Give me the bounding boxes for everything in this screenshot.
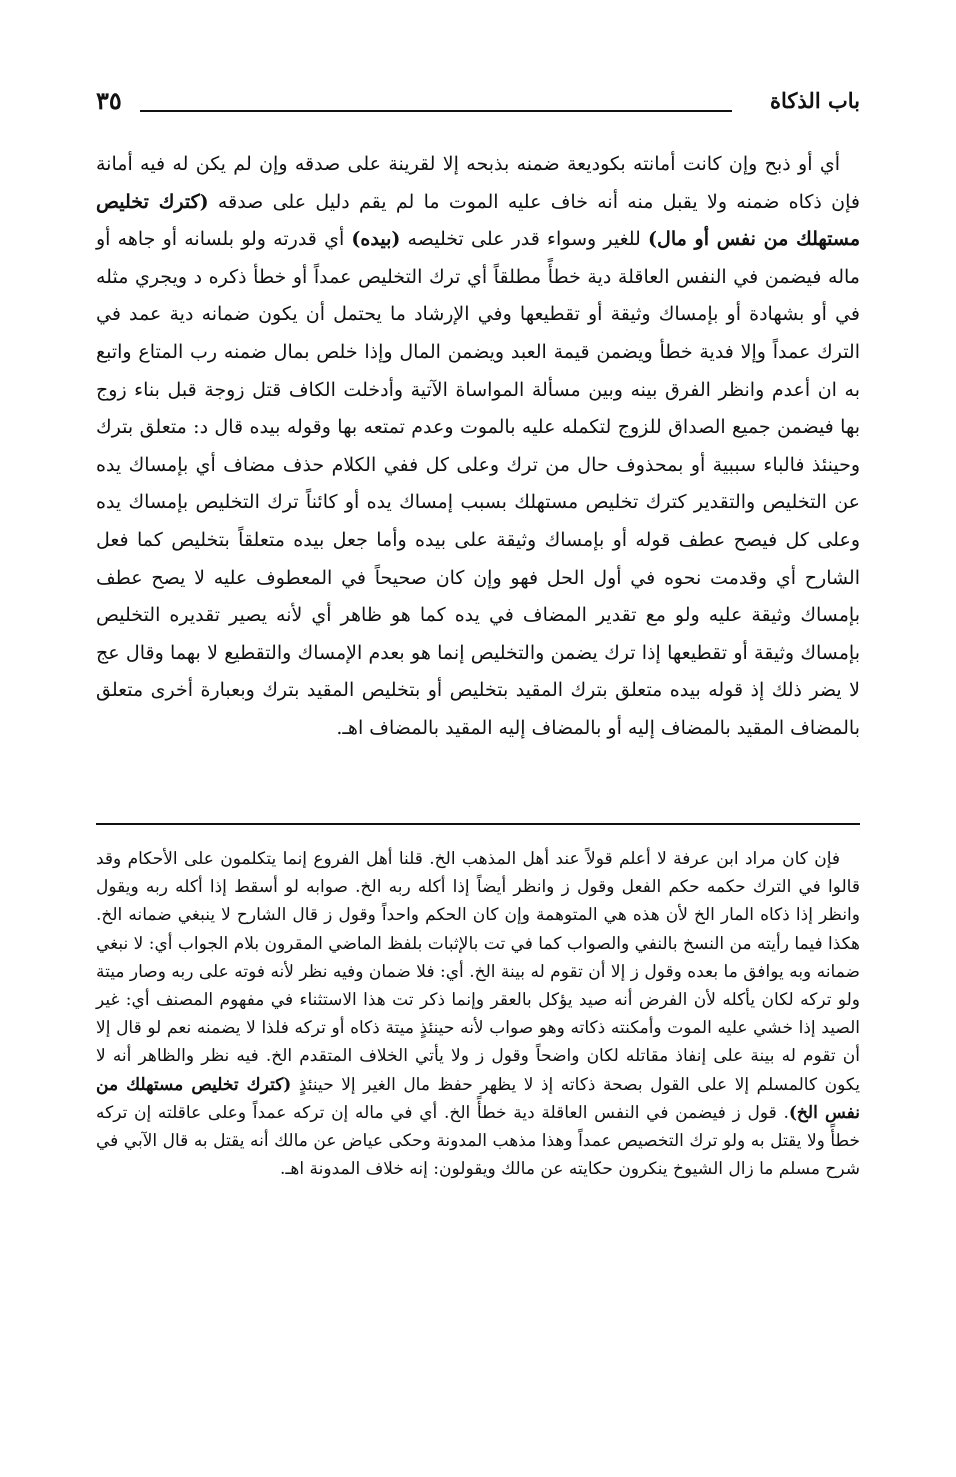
- bold-matn-phrase: (كترك تخليص مستهلك من نفس الخ): [96, 1074, 861, 1123]
- footnote-segment: فإن كان مراد ابن عرفة لا أعلم قولاً عند أهل المذهب الخ. قلنا أهل الفروع إنما يتكلمون على الأحكام وقد قالوا في الترك حكمه حكم الفعل وقول ز وانظر أيضاً إذا أكله ربه الخ. صوابه لو أسقط إذا أكله ربه ويقول وانظر إذا ذكاه المار الخ لأن هذه هي المتوهمة وإن كان الحكم واحداً وقول ز قال الشارح لا ينبغي ضمانه الخ. هكذا فيما رأيته من النسخ بالنفي والصواب كما في تت بالإثبات بلفظ الماضي المقرون بلام الجواب أي: لا نبغي ضمانه وبه يوافق ما بعده وقول ز إلا أن تقوم له بينة الخ. أي: فلا ضمان وفيه نظر لأنه فوته على ربه وصار ميتة ولو تركه لكان يأكله لأن الفرض أنه صيد يؤكل بالعقر وإنما ذكر تت هذا الاستثناء في مفهوم المصنف أي: غير الصيد إذا خشي عليه الموت وأمكنته ذكاته وهو صواب لأنه حينئذٍ ميتة ذكاه أو تركه فلذا لا يضمنه نعم لو قال إلا أن تقوم له بينة على إنفاذ مقاتله لكان واضحاً وقول ز ولا يأتي الخلاف المتقدم الخ. فيه نظر والظاهر أنه لا يكون كالمسلم إلا على القول بصحة ذكاته إذ لا يظهر حفظ مال الغير إلا حينئذٍ: [96, 849, 860, 1095]
- bold-matn-phrase: (بيده): [351, 228, 401, 251]
- footnote-divider: [96, 823, 860, 825]
- main-text-segment: للغير وسواء قدر على تخليصه: [400, 228, 649, 251]
- running-title: باب الذكاة: [770, 88, 860, 113]
- main-paragraph: [96, 146, 860, 748]
- bold-matn-phrase: (كترك تخليص مستهلك من نفس أو مال): [96, 190, 860, 251]
- footnote-paragraph: [96, 845, 860, 1183]
- footnotes-body: [96, 845, 860, 1183]
- page-number: ٣٥: [96, 86, 122, 115]
- main-text-segment: أي أو ذبح وإن كانت أمانته بكوديعة ضمنه بذبحه إلا لقرينة على صدقه وإن لم يكن له فيه أمانة فإن ذكاه ضمنه ولا يقبل منه أنه خاف عليه الموت ما لم يقم دليل على صدقه: [96, 153, 860, 213]
- header-rule: [140, 110, 732, 112]
- main-text-segment: أي قدرته ولو بلسانه أو جاهه أو ماله فيضمن في النفس العاقلة دية خطأً مطلقاً أي ترك التخليص عمداً أو خطأ ذكره د ويجري مثله في أو بشهادة أو بإمساك وثيقة أو تقطيعها وفي الإرشاد ما يحتمل أن يكون ضمانه دية عمد في الترك عمداً وإلا فدية خطأ ويضمن قيمة العبد ويضمن المال وإذا خلص بمال ضمنه رب المتاع واتبع به ان أعدم وانظر الفرق بينه وبين مسألة المواساة الآتية وأدخلت الكاف قتل زوجة قبل بناء زوج بها فيضمن جميع الصداق للزوج لتكمله عليه بالموت وعدم تمتعه بها وقوله بيده قال د: متعلق بترك وحينئذ فالباء سببية أو بمحذوف حال من ترك وعلى كل ففي الكلام حذف مضاف أي بإمساك يده عن التخليص والتقدير كترك تخليص مستهلك بسبب إمساك يده أو كائناً ترك التخليص بإمساك يده وعلى كل فيصح عطف قوله أو بإمساك وثيقة على بيده وأما جعل بيده متعلقاً بتخليص كما فعل الشارح أي وقدمت نحوه في أول الحل فهو وإن كان صحيحاً في المعطوف عليه لا يصح عطف بإمساك وثيقة عليه ولو مع تقدير المضاف في يده كما هو ظاهر أي لأنه يصير تقديره التخليص بإمساك وثيقة أو تقطيعها إذا ترك يضمن والتخليص إنما هو بعدم الإمساك والتقطيع لا بهما وقال عج لا يضر ذلك إذ قوله بيده متعلق بترك المقيد بتخليص أو بتخليص المقيد بترك وبعبارة أخرى متعلق بالمضاف المقيد بالمضاف إليه أو بالمضاف إليه المقيد بالمضاف اهـ.: [96, 228, 860, 739]
- page-header: [96, 88, 860, 124]
- main-text-body: [96, 146, 860, 748]
- footnote-segment: . قول ز فيضمن في النفس العاقلة دية خطأً الخ. أي في ماله إن تركه عمداً وعلى عاقلته إن تركه خطأً ولا يقتل به ولو ترك التخصيص عمداً وهذا مذهب المدونة وحكى عياض عن مالك أنه يقتل به قال الآبي في شرح مسلم ما زال الشيوخ ينكرون حكايته عن مالك ويقولون: إنه خلاف المدونة اهـ.: [96, 1102, 860, 1180]
